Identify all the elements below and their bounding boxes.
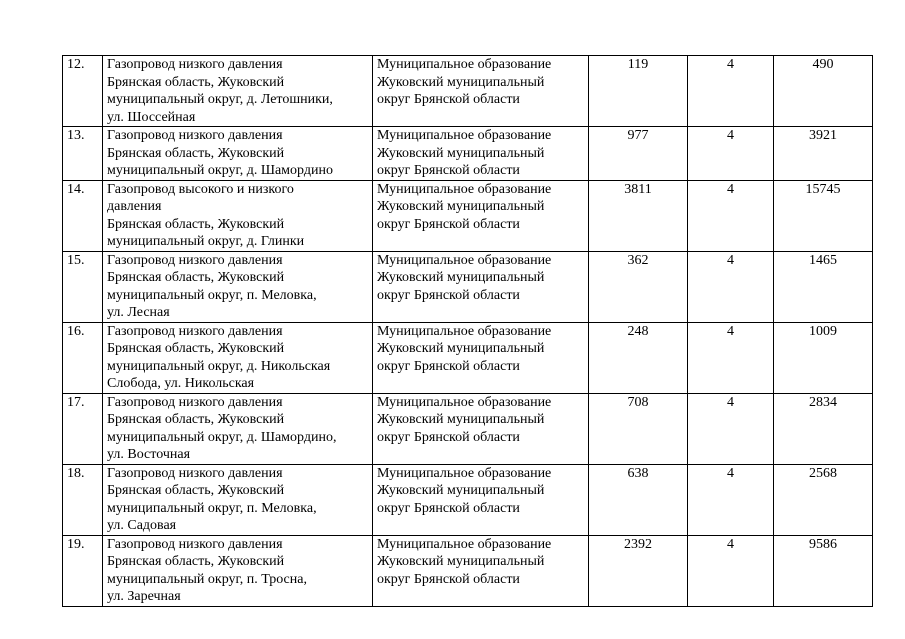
owner-line: Жуковский муниципальный — [377, 483, 545, 498]
owner-line: Жуковский муниципальный — [377, 199, 545, 214]
row-number: 13. — [63, 127, 103, 181]
owner-line: Жуковский муниципальный — [377, 270, 545, 285]
object-name-cell — [103, 322, 373, 393]
length-cell: 3811 — [589, 180, 688, 251]
object-name-cell — [103, 56, 373, 127]
owner-cell — [373, 251, 589, 322]
object-name-line: Брянская область, Жуковский — [107, 412, 285, 427]
object-name-line: Газопровод низкого давления — [107, 465, 283, 481]
owner-cell — [373, 535, 589, 606]
category-cell: 4 — [688, 393, 774, 464]
owner-line: округ Брянской области — [377, 92, 520, 107]
row-number: 17. — [63, 393, 103, 464]
owner-line: округ Брянской области — [377, 500, 520, 516]
table-row — [63, 535, 873, 606]
object-name-cell — [103, 251, 373, 322]
owner-cell — [373, 464, 589, 535]
object-name-line: Газопровод низкого давления — [107, 323, 283, 339]
table-row — [63, 322, 873, 393]
table-row — [63, 464, 873, 535]
row-number: 18. — [63, 464, 103, 535]
owner-cell — [373, 180, 589, 251]
owner-cell — [373, 127, 589, 181]
object-name-cell — [103, 535, 373, 606]
category-cell: 4 — [688, 127, 774, 181]
length-cell: 638 — [589, 464, 688, 535]
length-cell: 248 — [589, 322, 688, 393]
value-cell: 1465 — [774, 251, 873, 322]
row-number: 16. — [63, 322, 103, 393]
owner-line: округ Брянской области — [377, 358, 520, 374]
owner-line: Муниципальное образование — [377, 323, 552, 339]
object-name-line: муниципальный округ, п. Меловка, — [107, 287, 317, 303]
value-cell: 9586 — [774, 535, 873, 606]
owner-cell — [373, 393, 589, 464]
length-cell: 362 — [589, 251, 688, 322]
owner-line: Жуковский муниципальный — [377, 74, 545, 90]
row-number: 14. — [63, 180, 103, 251]
object-name-cell — [103, 180, 373, 251]
object-name-line: муниципальный округ, д. Глинки — [107, 234, 305, 249]
object-name-line: муниципальный округ, д. Летошники, — [107, 92, 333, 107]
object-name-line: Газопровод низкого давления — [107, 128, 283, 143]
value-cell: 2568 — [774, 464, 873, 535]
object-name-line: муниципальный округ, д. Никольская — [107, 358, 331, 374]
length-cell: 708 — [589, 393, 688, 464]
owner-line: округ Брянской области — [377, 216, 520, 232]
row-number: 15. — [63, 251, 103, 322]
owner-line: Муниципальное образование — [377, 394, 552, 410]
object-name-cell — [103, 393, 373, 464]
value-cell: 490 — [774, 56, 873, 127]
owner-line: Муниципальное образование — [377, 536, 552, 552]
object-name-line: муниципальный округ, п. Тросна, — [107, 571, 307, 587]
row-number: 12. — [63, 56, 103, 127]
object-name-line: Брянская область, Жуковский — [107, 554, 285, 569]
owner-line: Муниципальное образование — [377, 465, 552, 481]
value-cell: 1009 — [774, 322, 873, 393]
owner-line: Муниципальное образование — [377, 252, 552, 268]
table-row — [63, 127, 873, 181]
owner-line: Жуковский муниципальный — [377, 145, 545, 161]
owner-line: округ Брянской области — [377, 287, 520, 303]
object-name-line: Брянская область, Жуковский — [107, 216, 285, 232]
owner-line: Муниципальное образование — [377, 181, 552, 197]
table-row — [63, 180, 873, 251]
object-name-line: Газопровод низкого давления — [107, 394, 283, 410]
owner-line: округ Брянской области — [377, 163, 520, 178]
object-name-line: ул. Шоссейная — [107, 109, 196, 125]
object-name-line: Брянская область, Жуковский — [107, 270, 285, 285]
category-cell: 4 — [688, 251, 774, 322]
object-name-line: Брянская область, Жуковский — [107, 483, 285, 498]
value-cell: 3921 — [774, 127, 873, 181]
table-row — [63, 56, 873, 127]
object-name-line: Газопровод низкого давления — [107, 536, 283, 552]
category-cell: 4 — [688, 535, 774, 606]
owner-line: Жуковский муниципальный — [377, 554, 545, 569]
owner-cell — [373, 56, 589, 127]
owner-line: Жуковский муниципальный — [377, 412, 545, 427]
object-name-line: ул. Садовая — [107, 518, 177, 533]
row-number: 19. — [63, 535, 103, 606]
table-body — [63, 56, 873, 607]
length-cell: 977 — [589, 127, 688, 181]
category-cell: 4 — [688, 464, 774, 535]
value-cell: 15745 — [774, 180, 873, 251]
owner-line: Муниципальное образование — [377, 57, 552, 72]
object-name-line: давления — [107, 199, 162, 214]
table-row — [63, 251, 873, 322]
owner-cell — [373, 322, 589, 393]
category-cell: 4 — [688, 322, 774, 393]
object-name-line: Газопровод низкого давления — [107, 57, 283, 72]
owner-line: Муниципальное образование — [377, 128, 552, 143]
object-name-line: Брянская область, Жуковский — [107, 341, 285, 356]
object-name-line: муниципальный округ, д. Шамордино, — [107, 429, 337, 445]
object-name-line: Газопровод высокого и низкого — [107, 181, 294, 197]
object-name-line: Слобода, ул. Никольская — [107, 376, 255, 391]
object-name-line: ул. Лесная — [107, 305, 170, 320]
gas-pipeline-table — [62, 55, 873, 607]
object-name-line: Газопровод низкого давления — [107, 252, 283, 268]
object-name-line: Брянская область, Жуковский — [107, 145, 285, 161]
object-name-line: муниципальный округ, п. Меловка, — [107, 500, 317, 516]
object-name-line: муниципальный округ, д. Шамордино — [107, 163, 333, 178]
category-cell: 4 — [688, 56, 774, 127]
owner-line: округ Брянской области — [377, 571, 520, 587]
table-row — [63, 393, 873, 464]
category-cell: 4 — [688, 180, 774, 251]
length-cell: 2392 — [589, 535, 688, 606]
owner-line: округ Брянской области — [377, 429, 520, 445]
value-cell: 2834 — [774, 393, 873, 464]
owner-line: Жуковский муниципальный — [377, 341, 545, 356]
object-name-line: Брянская область, Жуковский — [107, 74, 285, 90]
object-name-line: ул. Заречная — [107, 589, 181, 604]
object-name-cell — [103, 127, 373, 181]
object-name-line: ул. Восточная — [107, 447, 191, 462]
object-name-cell — [103, 464, 373, 535]
length-cell: 119 — [589, 56, 688, 127]
